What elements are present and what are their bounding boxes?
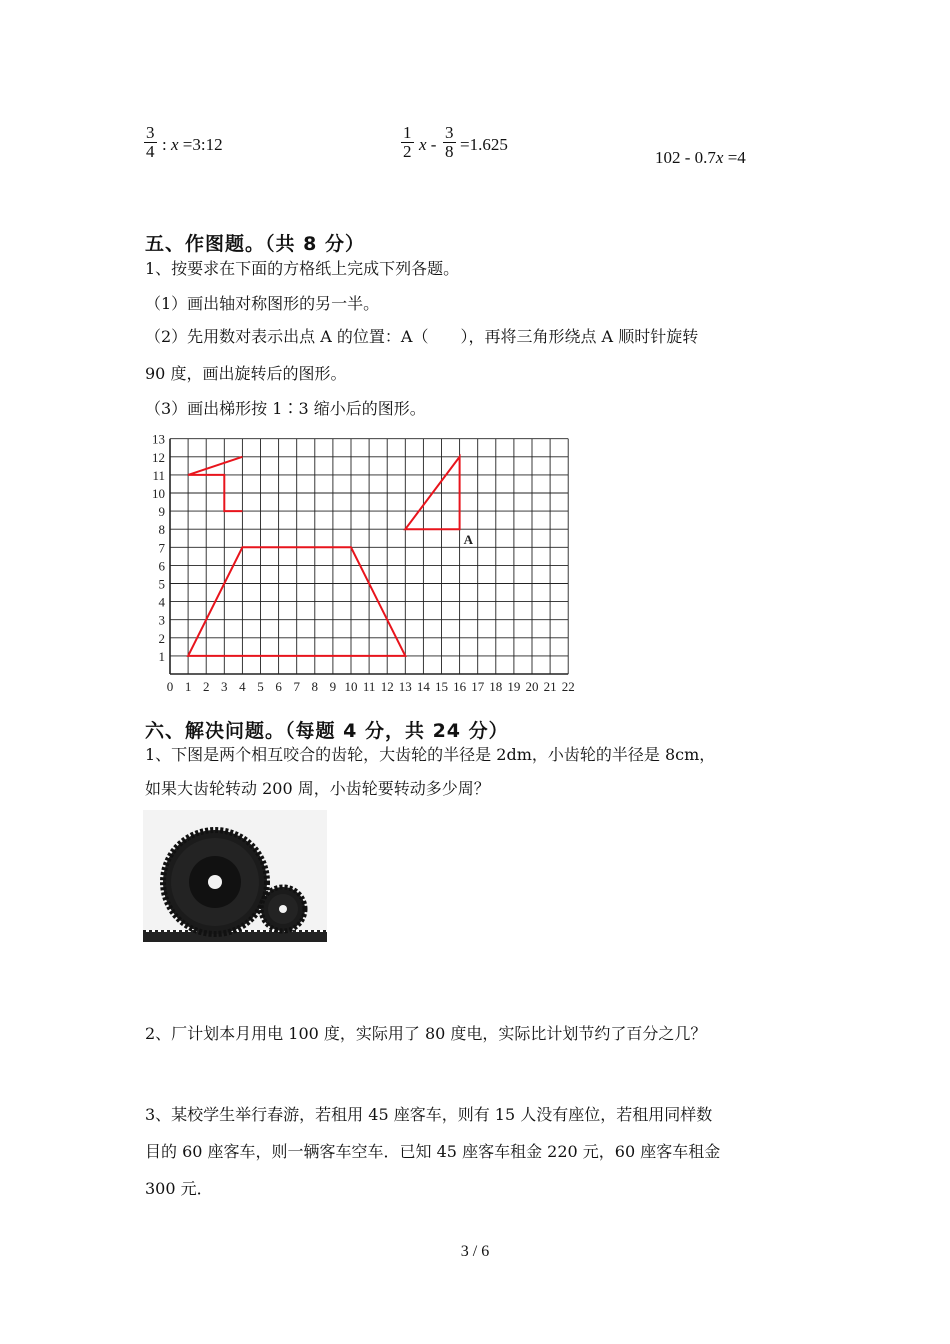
y-tick-label: 8	[158, 522, 165, 538]
x-tick-label: 12	[380, 679, 394, 694]
y-tick-label: 6	[158, 558, 165, 574]
x-tick-label: 21	[543, 679, 557, 694]
gears-image	[143, 810, 327, 942]
x-tick-label: 20	[525, 679, 539, 694]
y-tick-label: 4	[158, 594, 165, 610]
x-tick-label: 15	[435, 679, 448, 694]
x-tick-label: 10	[344, 679, 358, 694]
equation-text: x -	[419, 135, 437, 154]
x-tick-label: 4	[239, 679, 246, 694]
equation-text: =1.625	[460, 135, 508, 154]
y-tick-label: 1	[158, 648, 165, 664]
fraction: $\frac{3}{4}$	[146, 123, 155, 161]
x-tick-label: 6	[275, 679, 282, 694]
symmetric-half-figure	[188, 457, 242, 511]
x-tick-label: 9	[329, 679, 337, 694]
x-tick-label: 14	[416, 679, 430, 694]
equation-3: 102 - 0.7x =4	[655, 148, 746, 167]
question-part-1: （1）画出轴对称图形的另一半。	[145, 294, 380, 313]
x-tick-label: 7	[293, 679, 300, 694]
small-gear-icon	[261, 887, 305, 931]
x-tick-label: 17	[471, 679, 485, 694]
x-tick-label: 2	[202, 679, 210, 694]
question-3-text: 3、某校学生举行春游，若租用 45 座客车，则有 15 人没有座位，若租用同样数	[145, 1105, 713, 1124]
fraction: $\frac{1}{2}$	[403, 123, 412, 161]
x-tick-label: 0	[166, 679, 174, 694]
question-1-text-cont: 如果大齿轮转动 200 周，小齿轮要转动多少周？	[145, 779, 490, 798]
y-tick-label: 5	[158, 576, 165, 592]
question-text: 1、按要求在下面的方格纸上完成下列各题。	[145, 259, 460, 278]
page-number: 3 / 6	[460, 1243, 490, 1260]
x-tick-label: 5	[257, 679, 264, 694]
x-tick-label: 19	[507, 679, 521, 694]
question-2-text: 2、厂计划本月用电 100 度，实际用了 80 度电，实际比计划节约了百分之几？	[145, 1024, 707, 1043]
x-tick-label: 3	[221, 679, 228, 694]
fraction: $\frac{3}{8}$	[445, 123, 454, 161]
x-tick-label: 16	[453, 679, 467, 694]
y-tick-label: 2	[158, 630, 165, 646]
section-5-heading: 五、作图题。（共 8 分）	[145, 233, 365, 255]
grid-paper	[140, 425, 590, 700]
question-3-text-cont: 目的 60 座客车，则一辆客车空车．已知 45 座客车租金 220 元，60 座客车租金	[145, 1142, 721, 1161]
question-1-text: 1、下图是两个相互咬合的齿轮，大齿轮的半径是 2dm，小齿轮的半径是 8cm，	[145, 745, 716, 764]
x-tick-label: 22	[561, 679, 575, 694]
x-tick-label: 18	[489, 679, 503, 694]
y-tick-label: 10	[152, 486, 165, 501]
large-gear-icon	[163, 830, 267, 934]
y-tick-label: 9	[158, 504, 165, 520]
question-part-2: （2）先用数对表示出点 A 的位置：A（ ），再将三角形绕点 A 顺时针旋转	[145, 327, 699, 346]
x-tick-label: 13	[398, 679, 412, 694]
question-3-text-end: 300 元．	[145, 1179, 213, 1198]
y-tick-label: 12	[152, 449, 165, 465]
point-a-label: A	[463, 532, 473, 548]
equation-text: : x =3:12	[162, 135, 223, 154]
x-tick-label: 11	[362, 679, 376, 694]
y-tick-label: 7	[158, 540, 165, 556]
y-tick-label: 13	[152, 431, 165, 447]
x-tick-label: 8	[311, 679, 319, 694]
y-tick-label: 3	[158, 612, 165, 628]
x-tick-label: 1	[184, 679, 192, 694]
y-tick-label: 11	[152, 467, 165, 483]
question-part-2-cont: 90 度，画出旋转后的图形。	[145, 364, 347, 383]
question-part-3: （3）画出梯形按 1∶3 缩小后的图形。	[145, 399, 426, 418]
section-6-heading: 六、解决问题。（每题 4 分，共 24 分）	[145, 720, 509, 742]
